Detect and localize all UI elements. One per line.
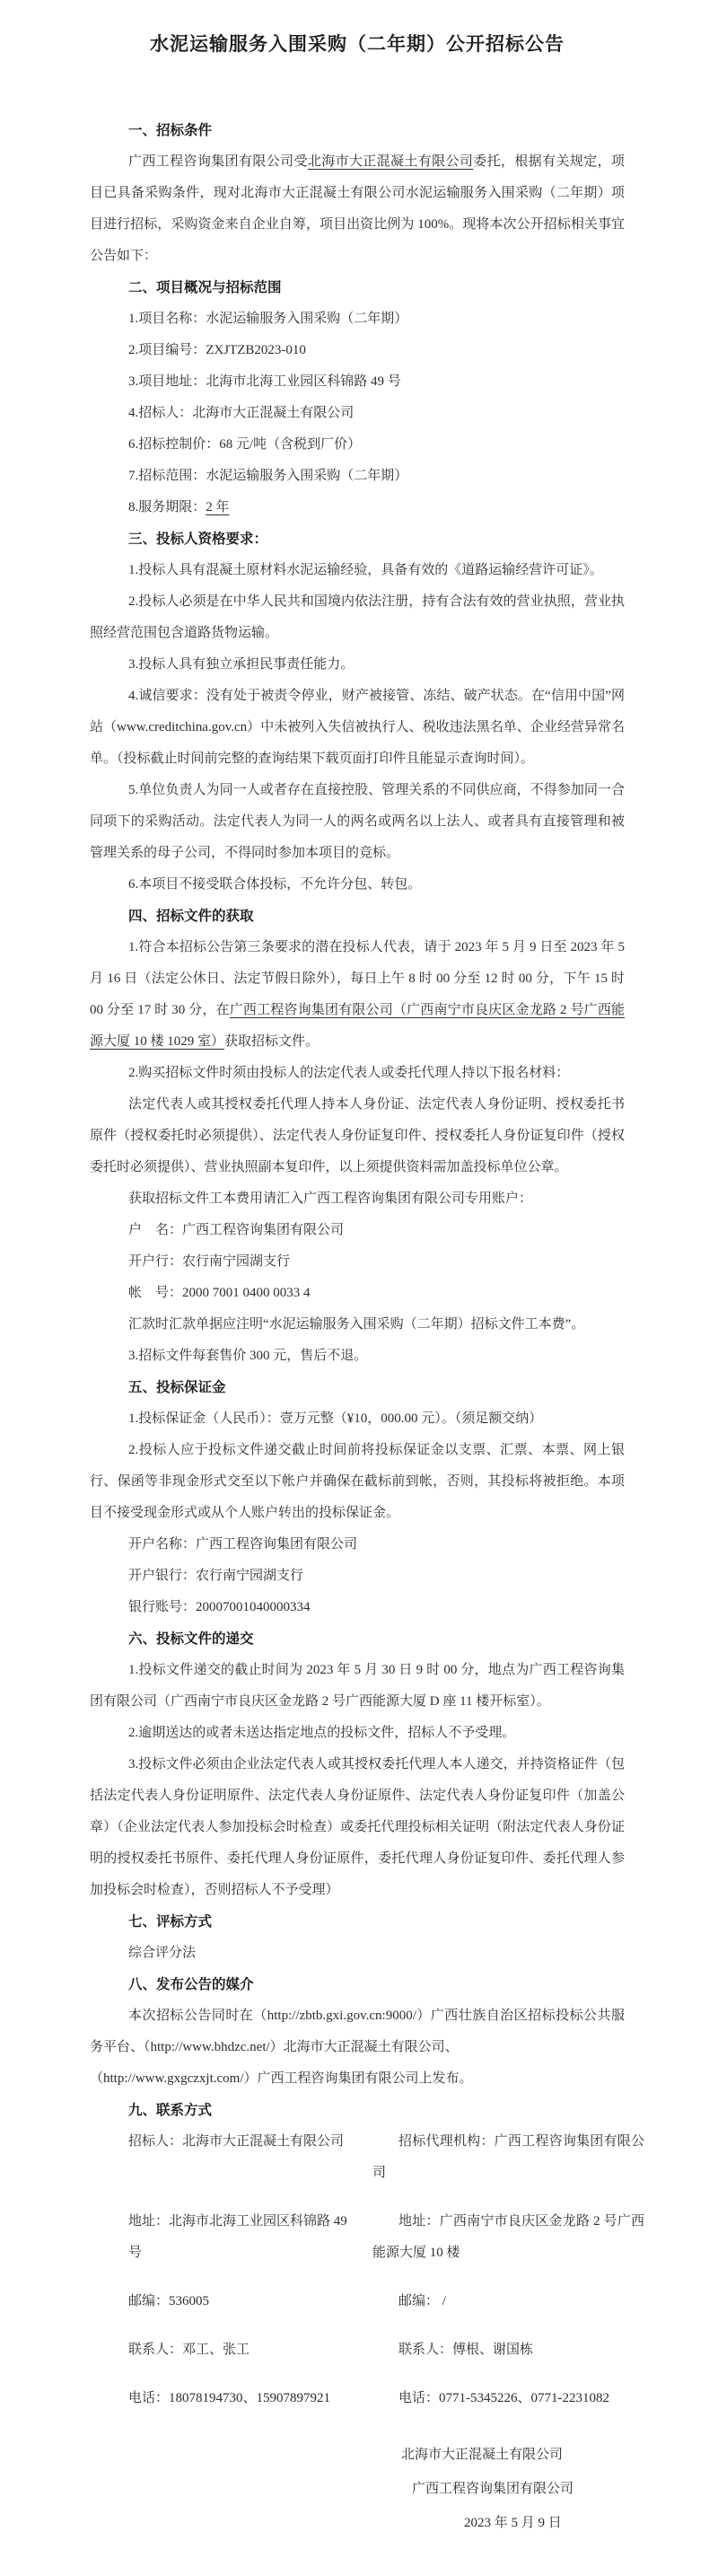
text-run: 法定代表人或其授权委托代理人持本人身份证、法定代表人身份证明、授权委托书原件（授权委托时必须提供）、法定代表人身份证复印件、授权委托人身份证复印件（授权委托时必须提供）、营业执照副本复印件，以上须提供资料需加盖投标单位公章。 <box>90 1097 625 1174</box>
text-run: 开户行：农行南宁园湖支行 <box>128 1254 291 1269</box>
footer-line: 广西工程咨询集团有限公司 <box>412 2482 574 2496</box>
doc-paragraph <box>90 649 625 681</box>
footer-line: 北海市大正混凝土有限公司 <box>401 2448 564 2462</box>
text-run: 委托，根据有关规定，项目已具备采购条件，现对北海市大正混凝土有限公司水泥运输服务入围采购（二年期）项目进行招标，采购资金来自企业自筹，项目出资比例为 100%。现将本次公开招标相关事宜公告如下： <box>90 154 625 263</box>
text-run: 1.投标人具有混凝土原材料水泥运输经验，具备有效的《道路运输经营许可证》。 <box>128 563 603 577</box>
text-run: 2.项目编号：ZXJTZB2023-010 <box>128 343 306 357</box>
text-run: 综合评分法 <box>128 1946 197 1960</box>
doc-paragraph <box>90 555 625 586</box>
underlined-text: 北海市大正混凝土有限公司 <box>307 154 474 169</box>
doc-paragraph <box>90 303 625 335</box>
text-run: 帐 号：2000 7001 0400 0033 4 <box>128 1286 311 1300</box>
doc-paragraph <box>90 1341 625 1372</box>
contact-right-cell: 地址：广西南宁市良庆区金龙路 2 号广西能源大厦 10 楼 <box>372 2214 644 2260</box>
doc-paragraph <box>90 932 625 1058</box>
section-heading <box>90 523 625 555</box>
doc-paragraph <box>90 2000 625 2095</box>
text-run: 银行账号：20007001040000334 <box>128 1600 311 1614</box>
doc-paragraph <box>90 429 625 461</box>
text-run: 2.投标人应于投标文件递交截止时间前将投标保证金以支票、汇票、本票、网上银行、保函等非现金形式交至以下帐户并确保在截标前到帐，否则，其投标将被拒绝。本项目不接受现金形式或从个人账户转出的投标保证金。 <box>90 1443 625 1520</box>
doc-paragraph <box>90 1215 625 1246</box>
text-run: 广西工程咨询集团有限公司受 <box>128 154 308 169</box>
doc-paragraph <box>90 1309 625 1341</box>
text-run: 八、发布公告的媒介 <box>128 1977 254 1992</box>
contact-row <box>90 2126 644 2189</box>
contact-right-cell: 联系人：傅根、谢国栋 <box>398 2343 534 2357</box>
text-run: 7.招标范围：水泥运输服务入围采购（二年期） <box>128 469 408 483</box>
contact-left-cell: 地址：北海市北海工业园区科锦路 49 号 <box>128 2214 347 2260</box>
text-run: 2.购买招标文件时须由投标人的法定代表人或委托代理人持以下报名材料： <box>128 1066 570 1080</box>
doc-footer <box>90 2438 625 2540</box>
doc-paragraph <box>90 1246 625 1278</box>
text-run: 6.本项目不接受联合体投标，不允许分包、转包。 <box>128 877 422 892</box>
doc-paragraph <box>90 1592 625 1623</box>
doc-paragraph <box>90 869 625 901</box>
text-run: 2.逾期送达的或者未送达指定地点的投标文件，招标人不予受理。 <box>128 1726 516 1740</box>
text-run: 1.项目名称：水泥运输服务入围采购（二年期） <box>128 312 408 326</box>
contact-left-cell: 招标人：北海市大正混凝土有限公司 <box>128 2134 345 2149</box>
contact-grid <box>90 2126 644 2414</box>
doc-paragraph <box>90 1938 625 1969</box>
doc-paragraph <box>90 1718 625 1749</box>
section-heading <box>90 272 625 303</box>
doc-paragraph <box>90 1435 625 1529</box>
text-run: 3.投标文件必须由企业法定代表人或其授权委托代理人本人递交，并持资格证件（包括法定代表人身份证明原件、法定代表人身份证原件、法定代表人身份证复印件（加盖公章）（企业法定代表人参加投标会时检查）或委托代理投标相关证明（附法定代表人身份证明的授权委托书原件、委托代理人身份证原件，委托代理人身份证复印件、委托代理人参加投标会时检查），否则招标人不予受理） <box>90 1757 625 1897</box>
section-heading <box>90 1906 625 1938</box>
text-run: 6.招标控制价：68 元/吨（含税到厂价） <box>128 437 362 452</box>
text-run: 1.投标保证金（人民币）：壹万元整（¥10，000.00 元）。（须足额交纳） <box>128 1411 543 1426</box>
underlined-text: 广西工程咨询集团有限公司（广西南宁市良庆区金龙路 2 号广西能源大厦 10 楼 1029 室） <box>90 1003 625 1049</box>
section-heading <box>90 1969 625 2000</box>
underlined-text: 2 年 <box>206 500 230 514</box>
text-run: （http://www.gxgczxjt.com/）广西工程咨询集团有限公司上发布。 <box>90 2071 473 2086</box>
text-run: 九、联系方式 <box>128 2103 213 2118</box>
doc-paragraph <box>90 335 625 366</box>
contact-right-cell: 邮编： / <box>398 2294 446 2308</box>
text-run: 3.项目地址：北海市北海工业园区科锦路 49 号 <box>128 374 401 389</box>
text-run: 5.单位负责人为同一人或者存在直接控股、管理关系的不同供应商，不得参加同一合同项下的采购活动。法定代表人为同一人的两名或两名以上法人、或者具有直接管理和被管理关系的母子公司，不得同时参加本项目的竞标。 <box>90 783 625 860</box>
section-heading <box>90 1372 625 1403</box>
contact-right-cell: 招标代理机构：广西工程咨询集团有限公司 <box>372 2134 644 2180</box>
contact-left-cell: 电话：18078194730、15907897921 <box>128 2391 331 2405</box>
doc-blocks <box>90 115 625 2126</box>
text-run: 一、招标条件 <box>128 123 213 138</box>
text-run: 开户银行：农行南宁园湖支行 <box>128 1569 304 1583</box>
footer-line: 2023 年 5 月 9 日 <box>464 2516 562 2530</box>
doc-paragraph <box>90 1278 625 1309</box>
doc-paragraph <box>90 366 625 398</box>
text-run: 本次招标公告同时在（http://zbtb.gxi.gov.cn:9000/）广西壮族自治区招标投标公共服务平台、（http://www.bhdzc.net/）北海市大正混凝土有限公司、 <box>90 2009 625 2054</box>
section-heading <box>90 901 625 932</box>
doc-paragraph <box>90 1403 625 1435</box>
text-run: 1.投标文件递交的截止时间为 2023 年 5 月 30 日 9 时 00 分，地点为广西工程咨询集团有限公司（广西南宁市良庆区金龙路 2 号广西能源大厦 D 座 11 楼开标室）。 <box>90 1663 625 1709</box>
text-run: 3.投标人具有独立承担民事责任能力。 <box>128 657 355 672</box>
text-run: 4.诚信要求：没有处于被责令停业，财产被接管、冻结、破产状态。在“信用中国”网站（www.creditchina.gov.cn）中未被列入失信被执行人、税收违法黑名单、企业经营异常名单。（投标截止时间前完整的查询结果下载页面打印件且能显示查询时间）。 <box>90 689 625 766</box>
section-heading <box>90 2095 625 2126</box>
section-heading <box>90 1623 625 1655</box>
contact-row <box>90 2334 625 2366</box>
doc-paragraph <box>90 681 625 775</box>
contact-left-cell: 邮编：536005 <box>128 2294 210 2308</box>
text-run: 户 名：广西工程咨询集团有限公司 <box>128 1223 345 1237</box>
doc-paragraph <box>90 1183 625 1215</box>
page-title: 水泥运输服务入围采购（二年期）公开招标公告 <box>150 33 565 55</box>
text-run: 七、评标方式 <box>128 1914 213 1930</box>
doc-paragraph <box>90 1749 625 1906</box>
doc-paragraph <box>90 1561 625 1592</box>
section-heading <box>90 115 625 146</box>
text-run: 获取招标文件。 <box>224 1034 320 1049</box>
text-run: 三、投标人资格要求： <box>128 532 268 547</box>
doc-paragraph <box>90 398 625 429</box>
text-run: 2.投标人必须是在中华人民共和国境内依法注册，持有合法有效的营业执照，营业执照经营范围包含道路货物运输。 <box>90 594 625 640</box>
doc-paragraph <box>90 1655 625 1718</box>
doc-paragraph <box>90 146 625 272</box>
text-run: 4.招标人：北海市大正混凝土有限公司 <box>128 406 355 420</box>
contact-row <box>90 2383 625 2414</box>
contact-right-cell: 电话：0771-5345226、0771-2231082 <box>398 2391 609 2405</box>
text-run: 3.招标文件每套售价 300 元，售后不退。 <box>128 1349 368 1363</box>
text-run: 汇款时汇款单据应注明“水泥运输服务入围采购（二年期）招标文件工本费”。 <box>128 1317 585 1332</box>
text-run: 开户名称：广西工程咨询集团有限公司 <box>128 1537 358 1552</box>
contact-row <box>90 2286 625 2317</box>
doc-paragraph <box>90 461 625 492</box>
text-run: 8.服务期限： <box>128 500 206 514</box>
text-run: 1.符合本招标公告第三条要求的潜在投标人代表，请于 2023 年 5 月 9 日至 2023 年 5 月 16 日（法定公休日、法定节假日除外），每日上午 8 时 00 分至 12 时 00 分，下午 15 时 00 分至 17 时 30 分，在 <box>90 940 625 1017</box>
text-run: 六、投标文件的递交 <box>128 1631 254 1647</box>
doc-paragraph <box>90 1529 625 1561</box>
contact-left-cell: 联系人：邓工、张工 <box>128 2343 250 2357</box>
doc-paragraph <box>90 492 625 523</box>
text-run: 二、项目概况与招标范围 <box>128 280 282 295</box>
text-run: 获取招标文件工本费用请汇入广西工程咨询集团有限公司专用账户： <box>128 1191 533 1206</box>
text-run: 四、招标文件的获取 <box>128 909 254 924</box>
doc-paragraph <box>90 775 625 869</box>
text-run: 五、投标保证金 <box>128 1380 226 1395</box>
contact-row <box>90 2206 644 2269</box>
doc-paragraph <box>90 1058 625 1089</box>
doc-paragraph <box>90 1089 625 1183</box>
doc-paragraph <box>90 586 625 649</box>
